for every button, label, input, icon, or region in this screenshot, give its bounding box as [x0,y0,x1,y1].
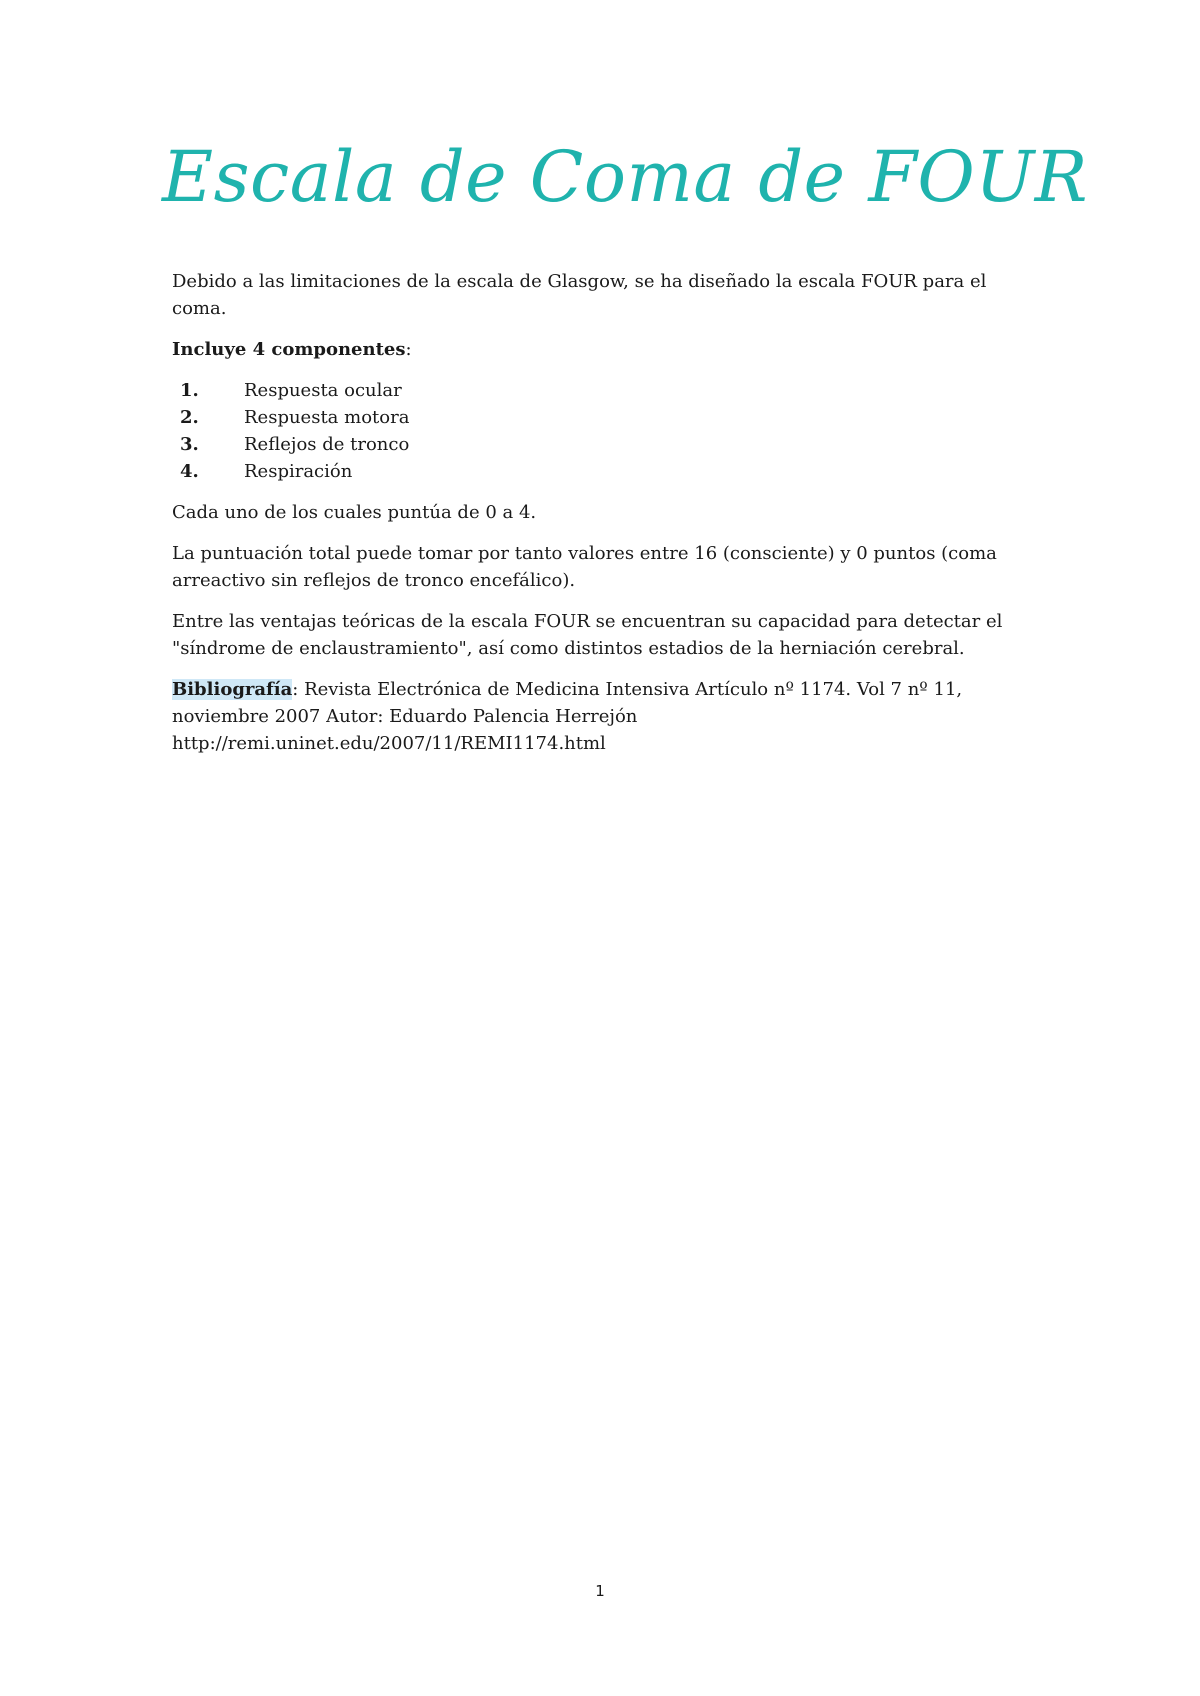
list-item-number: 4. [180,461,199,482]
total-score-paragraph: La puntuación total puede tomar por tanto valores entre 16 (consciente) y 0 puntos (coma arreactivo sin reflejos de tronco encefálico). [172,543,997,591]
list-item-number: 1. [180,380,199,401]
intro-paragraph: Debido a las limitaciones de la escala de Glasgow, se ha diseñado la escala FOUR para el coma. [172,271,987,319]
components-list [172,377,1032,485]
components-heading-colon: : [405,339,412,360]
list-item-label: Reflejos de tronco [244,434,410,455]
document-body [172,268,1032,771]
scoring-paragraph: Cada uno de los cuales puntúa de 0 a 4. [172,502,537,523]
list-item-label: Respuesta motora [244,407,410,428]
bibliography-paragraph [172,676,1032,757]
list-item-number: 3. [180,434,199,455]
bibliography-text: : Revista Electrónica de Medicina Intensiva Artículo nº 1174. Vol 7 nº 11, noviembre 2007 Autor: Eduardo Palencia Herrejón [172,679,963,727]
list-item [172,377,1032,404]
list-item [172,458,1032,485]
list-item-label: Respuesta ocular [244,380,402,401]
list-item-label: Respiración [244,461,353,482]
advantages-paragraph: Entre las ventajas teóricas de la escala FOUR se encuentran su capacidad para detectar el "síndrome de enclaustramiento", así como distintos estadios de la herniación cerebral. [172,611,1003,659]
bibliography-url: http://remi.uninet.edu/2007/11/REMI1174.html [172,733,606,754]
components-heading: Incluye 4 componentes [172,339,406,360]
bibliography-label: Bibliografía [172,679,293,700]
list-item [172,404,1032,431]
components-heading-paragraph [172,336,1032,363]
document-title: Escala de Coma de FOUR [161,136,1089,218]
list-item-number: 2. [180,407,199,428]
list-item [172,431,1032,458]
page-number: 1 [595,1582,605,1600]
